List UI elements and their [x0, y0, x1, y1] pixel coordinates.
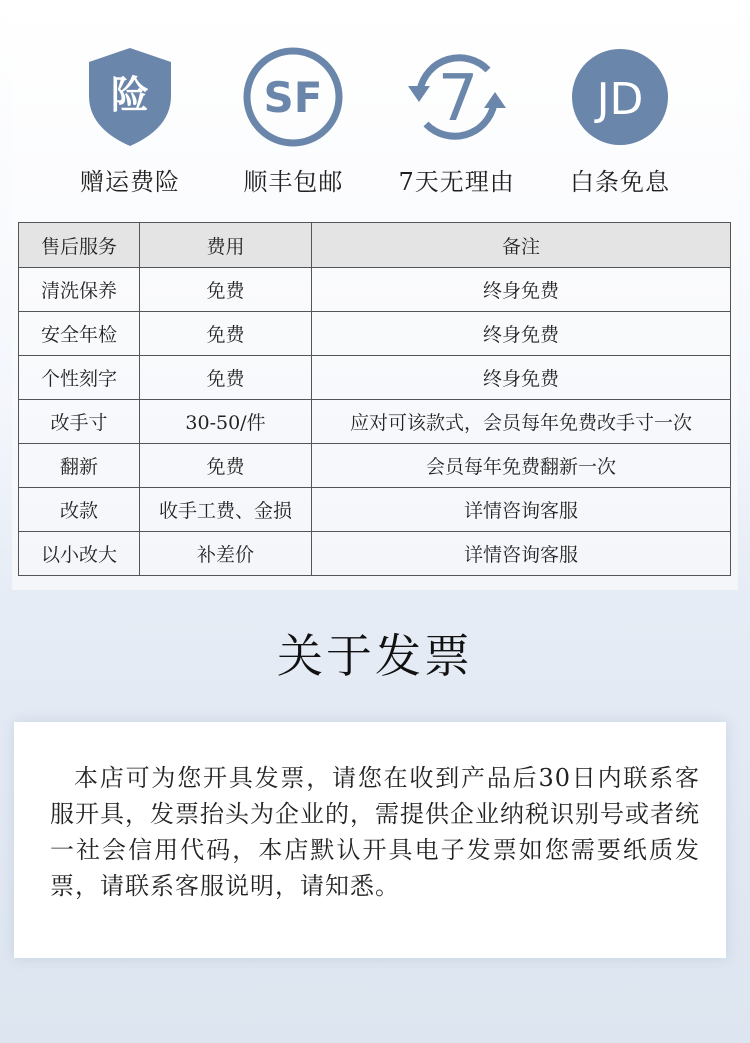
cell-fee: 免费: [140, 444, 312, 488]
cell-remark: 终身免费: [312, 312, 731, 356]
cell-service: 翻新: [19, 444, 140, 488]
header-remark: 备注: [312, 223, 731, 268]
table-header-row: [19, 223, 731, 268]
cell-fee: 免费: [140, 268, 312, 312]
table-row: [19, 532, 731, 576]
cell-remark: 详情咨询客服: [312, 532, 731, 576]
service-icons: [55, 42, 695, 202]
invoice-text: 本店可为您开具发票，请您在收到产品后30日内联系客服开具，发票抬头为企业的，需提供企业纳税识别号或者统一社会信用代码，本店默认开具电子发票如您需要纸质发票，请联系客服说明，请知悉。: [50, 764, 700, 900]
cell-service: 改款: [19, 488, 140, 532]
seven-day-return-icon: [402, 42, 512, 152]
sf-express-icon: [238, 42, 348, 152]
cell-service: 清洗保养: [19, 268, 140, 312]
table-row: [19, 268, 731, 312]
table-row: [19, 444, 731, 488]
cell-service: 安全年检: [19, 312, 140, 356]
cell-fee: 免费: [140, 312, 312, 356]
service-label-sf: 顺丰包邮: [243, 168, 344, 196]
cell-remark: 应对可该款式，会员每年免费改手寸一次: [312, 400, 731, 444]
cell-fee: 免费: [140, 356, 312, 400]
cell-fee: 补差价: [140, 532, 312, 576]
cell-remark: 终身免费: [312, 268, 731, 312]
service-label-insurance: 赠运费险: [80, 168, 180, 196]
jd-baitiao-icon: [565, 42, 675, 152]
service-label-jd: 白条免息: [569, 168, 670, 196]
cell-remark: 会员每年免费翻新一次: [312, 444, 731, 488]
cell-service: 个性刻字: [19, 356, 140, 400]
cell-fee: 收手工费、金损: [140, 488, 312, 532]
cell-fee: 30-50/件: [140, 400, 312, 444]
invoice-box: [14, 722, 726, 958]
cell-remark: 详情咨询客服: [312, 488, 731, 532]
service-jd: [545, 42, 695, 202]
jd-glyph: JD: [596, 74, 644, 125]
insurance-shield-icon: [75, 42, 185, 152]
invoice-title: 关于发票: [277, 629, 473, 683]
table-row: [19, 488, 731, 532]
cell-remark: 终身免费: [312, 356, 731, 400]
header-service: 售后服务: [19, 223, 140, 268]
seven-glyph: 7: [437, 62, 479, 136]
table-row: [19, 312, 731, 356]
service-insurance: [55, 42, 205, 202]
service-label-return: 7天无理由: [398, 168, 515, 196]
sf-glyph: SF: [263, 73, 323, 122]
after-sales-table: [18, 222, 731, 576]
service-return: [382, 42, 532, 202]
insurance-glyph: 险: [110, 73, 150, 117]
header-fee: 费用: [140, 223, 312, 268]
table-row: [19, 400, 731, 444]
service-sf: [218, 42, 368, 202]
table-row: [19, 356, 731, 400]
cell-service: 改手寸: [19, 400, 140, 444]
cell-service: 以小改大: [19, 532, 140, 576]
